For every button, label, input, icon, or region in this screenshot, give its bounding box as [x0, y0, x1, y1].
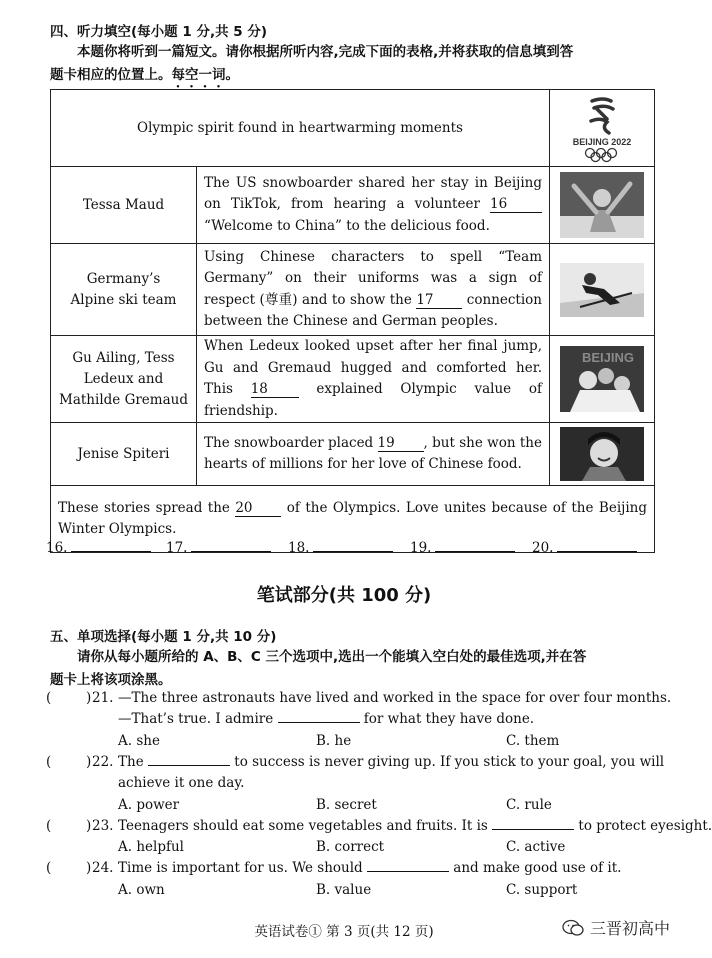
q23-blank[interactable] [492, 818, 574, 830]
instr-emphasis: 每空一词 [171, 67, 226, 83]
row-text-after: “Welcome to China” to the delicious food. [204, 217, 490, 234]
row-name-cell [51, 423, 197, 486]
row-text-before: When Ledeux looked upset after her final jump, Gu and Gremaud hugged and comforted her. This [204, 338, 542, 397]
q23-option-c[interactable]: C. active [506, 839, 566, 855]
photo-banner-text: BEIJING [581, 350, 635, 365]
names-line3: Mathilde Gremaud [59, 391, 188, 408]
question-23-num: 23. [92, 818, 114, 834]
q22-option-a[interactable]: A. power [118, 797, 180, 813]
question-22-line2: achieve it one day. [118, 775, 245, 791]
question-24-paren-open[interactable]: ( [46, 860, 52, 876]
smiling-snowboarder-photo [560, 427, 644, 481]
q21-blank[interactable] [278, 711, 360, 723]
listening-table [50, 89, 655, 553]
footer-text-before: These stories spread the [58, 499, 236, 516]
beijing-2022-logo-cell [550, 90, 655, 167]
athlete-name: Tessa Maud [82, 196, 165, 213]
question-22-paren-close: ) [86, 754, 92, 770]
row-photo-cell [550, 167, 655, 244]
question-21-line1: —The three astronauts have lived and worked in the space for over four months. [118, 690, 672, 706]
q21-line2-before: —That’s true. I admire [118, 711, 278, 727]
answer-label: 19. [410, 540, 432, 556]
question-23-paren-close: ) [86, 818, 92, 834]
table-row [51, 244, 655, 336]
question-21-line2 [118, 711, 534, 727]
question-21-paren-open[interactable]: ( [46, 690, 52, 706]
question-21-paren-close: ) [86, 690, 92, 706]
answer-line[interactable] [435, 540, 515, 552]
q22-line1-before: The [118, 754, 148, 770]
q24-option-c[interactable]: C. support [506, 882, 578, 898]
row-photo-cell [550, 244, 655, 336]
q22-option-c[interactable]: C. rule [506, 797, 552, 813]
table-header-row [51, 90, 655, 167]
q22-blank[interactable] [148, 754, 230, 766]
question-24-paren-close: ) [86, 860, 92, 876]
row-name-cell [51, 336, 197, 423]
answer-label: 18. [288, 540, 310, 556]
answer-17[interactable] [166, 540, 271, 556]
question-23-line1 [118, 818, 712, 834]
question-22-paren-open[interactable]: ( [46, 754, 52, 770]
row-photo-cell [550, 423, 655, 486]
olympic-rings-icon [586, 149, 617, 162]
wechat-icon [562, 919, 584, 937]
page-footer: 英语试卷① 第 3 页(共 12 页) [254, 924, 434, 940]
names-line2: Ledeux and [83, 370, 164, 387]
answer-16[interactable] [46, 540, 151, 556]
section-5-instr-line2: 题卡上将该项涂黑。 [50, 672, 172, 688]
answer-label: 17. [166, 540, 188, 556]
section-5-instr-line1: 请你从每小题所给的 A、B、C 三个选项中,选出一个能填入空白处的最佳选项,并在答 [77, 649, 587, 665]
q23-option-b[interactable]: B. correct [316, 839, 385, 855]
answer-19[interactable] [410, 540, 515, 556]
athlete-name: Jenise Spiteri [77, 445, 170, 462]
question-24-line1 [118, 860, 621, 876]
answer-line[interactable] [191, 540, 271, 552]
row-text-cell [197, 244, 550, 336]
instr-line2-suffix: 。 [225, 67, 239, 83]
watermark-text: 三晋初高中 [589, 919, 670, 938]
blank-16[interactable]: 16 [490, 197, 542, 213]
table-header-text: Olympic spirit found in heartwarming moments [137, 119, 463, 136]
answer-label: 20. [532, 540, 554, 556]
q22-option-b[interactable]: B. secret [316, 797, 377, 813]
q24-line1-after: and make good use of it. [449, 860, 622, 876]
q21-option-a[interactable]: A. she [118, 733, 160, 749]
answer-20[interactable] [532, 540, 637, 556]
section-4-instr-line1: 本题你将听到一篇短文。请你根据所听内容,完成下面的表格,并将获取的信息填到答 [77, 44, 574, 60]
logo-emblem [591, 99, 613, 133]
athletes-hug-photo [560, 346, 644, 412]
row-name-cell [51, 244, 197, 336]
table-header-cell [51, 90, 550, 167]
answer-18[interactable] [288, 540, 393, 556]
watermark [562, 916, 670, 939]
row-text-before: The snowboarder placed [204, 434, 378, 451]
q24-blank[interactable] [367, 860, 449, 872]
row-text-cell [197, 423, 550, 486]
blank-17[interactable]: 17 [416, 293, 462, 309]
question-21-num: 21. [92, 690, 114, 706]
logo-text: BEIJING 2022 [572, 137, 632, 147]
team-name-line2: Alpine ski team [70, 291, 177, 308]
table-row [51, 167, 655, 244]
q21-option-c[interactable]: C. them [506, 733, 560, 749]
alpine-skier-photo [560, 263, 644, 317]
answer-label: 16. [46, 540, 68, 556]
row-text-cell [197, 336, 550, 423]
row-text-before: The US snowboarder shared her stay in Beijing on TikTok, from hearing a volunteer [204, 174, 542, 213]
names-line1: Gu Ailing, Tess [72, 349, 175, 366]
q23-line1-before: Teenagers should eat some vegetables and fruits. It is [118, 818, 493, 834]
q23-line1-after: to protect eyesight. [574, 818, 712, 834]
section-4-instr-line2 [50, 64, 660, 91]
footer-text-after: of the Olympics. Love unites because of the Beijing Winter Olympics. [58, 499, 647, 537]
team-name-line1: Germany’s [86, 270, 161, 287]
q24-option-a[interactable]: A. own [118, 882, 165, 898]
blank-18[interactable]: 18 [251, 382, 299, 398]
table-row [51, 423, 655, 486]
q21-line2-after: for what they have done. [359, 711, 535, 727]
snowboarder-selfie-photo [560, 172, 644, 238]
question-22-num: 22. [92, 754, 114, 770]
section-4-heading: 四、听力填空(每小题 1 分,共 5 分) [50, 24, 268, 40]
blank-19[interactable]: 19 [378, 436, 424, 452]
question-24-num: 24. [92, 860, 114, 876]
q24-option-b[interactable]: B. value [316, 882, 372, 898]
row-text-cell [197, 167, 550, 244]
row-photo-cell [550, 336, 655, 423]
beijing-2022-logo [567, 95, 637, 161]
section-4-instructions [50, 41, 660, 91]
blank-20[interactable]: 20 [235, 501, 281, 517]
q23-option-a[interactable]: A. helpful [118, 839, 184, 855]
row-text-after: connection between the Chinese and German peoples. [204, 291, 543, 329]
answer-line[interactable] [313, 540, 393, 552]
written-part-title: 笔试部分(共 100 分) [256, 585, 432, 606]
answer-line[interactable] [71, 540, 151, 552]
row-text-after: , but she won the hearts of millions for her love of Chinese food. [204, 434, 542, 472]
question-23-paren-open[interactable]: ( [46, 818, 52, 834]
row-text-before: Using Chinese characters to spell “Team Germany” on their uniforms was a sign of respect (尊重) and to show the [204, 248, 542, 308]
table-row [51, 336, 655, 423]
instr-line2-prefix: 题卡相应的位置上。 [50, 67, 172, 83]
q21-option-b[interactable]: B. he [316, 733, 352, 749]
q24-line1-before: Time is important for us. We should [118, 860, 367, 876]
section-5-heading: 五、单项选择(每小题 1 分,共 10 分) [50, 629, 277, 645]
row-text-after: explained Olympic value of friendship. [204, 381, 542, 419]
row-name-cell [51, 167, 197, 244]
section-5-instructions [50, 646, 660, 692]
q22-line1-after: to success is never giving up. If you stick to your goal, you will [229, 754, 665, 770]
question-22-line1 [118, 754, 664, 770]
answer-line[interactable] [557, 540, 637, 552]
